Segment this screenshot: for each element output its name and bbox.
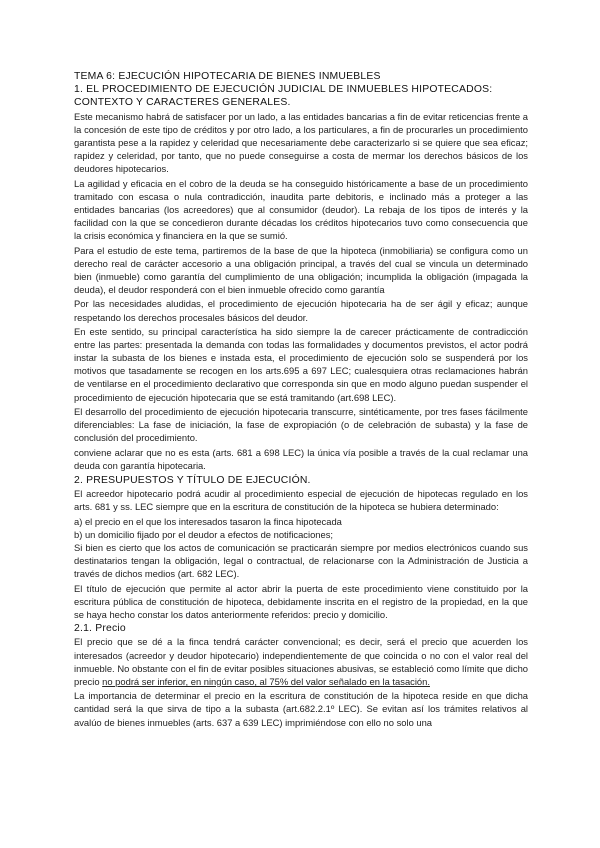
paragraph: El acreedor hipotecario podrá acudir al procedimiento especial de ejecución de hipotecas regulado en los arts. 681 y ss. LEC siempre que en la escritura de constitución de la hipoteca se hubiera determinado: (74, 487, 528, 512)
list-item: b) un domicilio fijado por el deudor a efectos de notificaciones; (74, 528, 334, 540)
paragraph: En este sentido, su principal característica ha sido siempre la de carecer prácticamente de contradicción entre las partes: presentada la demanda con todas las formalidades y documentos previstos, el actor podrá instar la subasta de los bienes e instada esta, el procedimiento de ejecución solo se suspenderá por los motivos que tasadamente se recogen en los arts.695 a 697 LEC; cualesquiera otras reclamaciones habrán de ventilarse en el procedimiento declarativo que corresponda sin que en modo alguno puedan suspender el procedimiento de ejecución hipotecaria que se está tramitando (art.698 LEC). (74, 326, 528, 403)
precio-text: El precio que se dé a la finca tendrá carácter convencional; es decir, será el precio que acuerden los interesados (acreedor y deudor hipotecario) independientemente de que coincida o no con el valor real del inmueble. No obstante con el fin de evitar posibles situaciones abusivas, se estableció como límite que dicho precio (74, 636, 528, 687)
paragraph: El título de ejecución que permite al actor abrir la puerta de este procedimiento viene constituido por la escritura pública de constitución de hipoteca, debidamente inscrita en el registro de la propiedad, en la que se haya hecho constar los datos anteriormente referidos: precio y domicilio. (74, 582, 528, 620)
paragraph-precio (74, 635, 528, 687)
paragraph: Si bien es cierto que los actos de comunicación se practicarán siempre por medios electrónicos cuando sus destinatarios tengan la obligación, legal o contractual, de relacionarse con la Administración de Justicia a través de dichos medios (art. 682 LEC). (74, 541, 528, 579)
precio-underlined-text: no podrá ser inferior, en ningún caso, al 75% del valor señalado en la tasación. (102, 675, 430, 687)
requirements-list (74, 515, 528, 541)
paragraph: La agilidad y eficacia en el cobro de la deuda se ha conseguido históricamente a base de un procedimiento tramitado con escasa o nula contradicción, inaudita parte debitoris, e inclinado más a proteger a las entidades bancarias (los acreedores) que al consumidor (deudor). La rebaja de los tipos de interés y la facilidad con la que se concedieron durante décadas los créditos hipotecarios tuvo como consecuencia que la crisis económica y financiera en la que se sumió. (74, 177, 528, 241)
section-1-heading: 1. EL PROCEDIMIENTO DE EJECUCIÓN JUDICIAL DE INMUEBLES HIPOTECADOS: CONTEXTO Y CARACTERES GENERALES. (74, 84, 493, 109)
paragraph: Por las necesidades aludidas, el procedimiento de ejecución hipotecaria ha de ser ágil y eficaz; aunque respetando los derechos procesales básicos del deudor. (74, 298, 528, 323)
paragraph: El desarrollo del procedimiento de ejecución hipotecaria transcurre, sintéticamente, por tres fases fácilmente diferenciables: La fase de iniciación, la fase de expropiación (o de celebración de subasta) y la fase de conclusión del procedimiento. (74, 406, 528, 444)
paragraph: conviene aclarar que no es esta (arts. 681 a 698 LEC) la única vía posible a través de la cual reclamar una deuda con garantía hipotecaria. (74, 446, 528, 472)
document-page (74, 70, 528, 730)
list-item: a) el precio en el que los interesados tasaron la finca hipotecada (74, 515, 342, 527)
section-2-heading: 2. PRESUPUESTOS Y TÍTULO DE EJECUCIÓN. (74, 474, 311, 486)
paragraph: Para el estudio de este tema, partiremos de la base de que la hipoteca (inmobiliaria) se configura como un derecho real de carácter accesorio a una obligación principal, a través del cual se vincula un determinado bien (inmueble) como garantía del cumplimiento de una obligación; incumplida la obligación (impagada la deuda), el deudor responderá con el bien inmueble ofrecido como garantía (74, 244, 528, 295)
subsection-2-1-heading: 2.1. Precio (74, 623, 126, 635)
document-title: TEMA 6: EJECUCIÓN HIPOTECARIA DE BIENES INMUEBLES (74, 71, 381, 82)
paragraph: Este mecanismo habrá de satisfacer por un lado, a las entidades bancarias a fin de evitar reticencias frente a la concesión de este tipo de créditos y por otro lado, a los particulares, a fin de procurarles un procedimiento garantista pese a la rapidez y celeridad que necesariamente debe caracterizarlo si se quiere que sea eficaz; rapidez y celeridad, por tanto, que no puede conseguirse a costa de mermar los derechos básicos de los deudores hipotecarios. (74, 110, 528, 174)
paragraph: La importancia de determinar el precio en la escritura de constitución de la hipoteca reside en que dicha cantidad será la que sirva de tipo a la subasta (art.682.2.1º LEC). Se evitan así los trámites relativos al avalúo de bienes inmuebles (arts. 637 a 639 LEC) imprimiéndose con ello no solo una (74, 690, 528, 728)
